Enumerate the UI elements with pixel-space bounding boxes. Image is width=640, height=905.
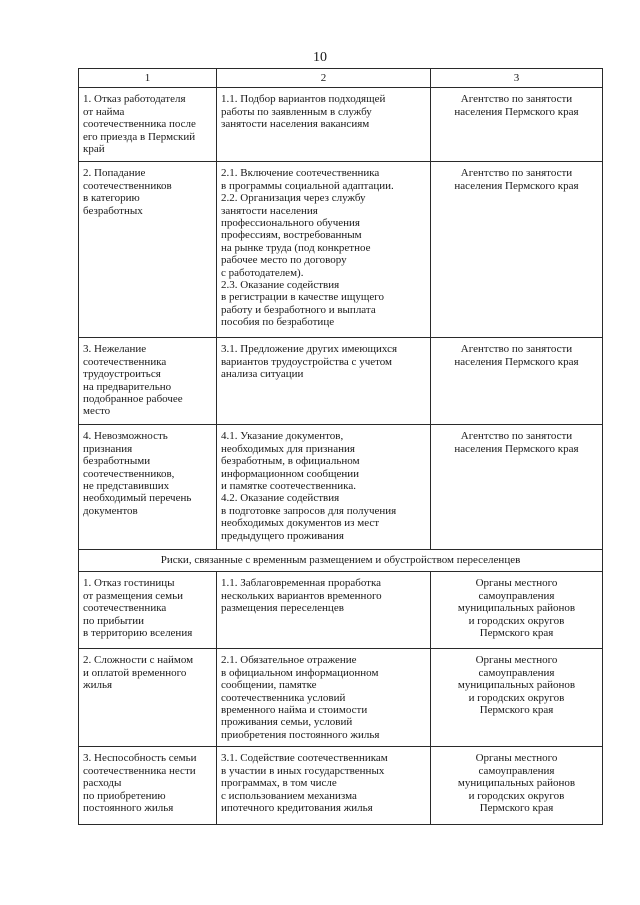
responsible-cell-line: и городских округов [468, 789, 565, 802]
measures-cell-line: безработным, в официальном [221, 455, 360, 468]
measures-cell-line: работу и безработного и выплата [221, 303, 376, 316]
risk-cell-line: безработных [83, 204, 143, 217]
risk-cell-line: соотечественников [83, 179, 172, 192]
responsible-cell-line: населения Пермского края [454, 179, 579, 192]
measures-cell-line: 4.2. Оказание содействия [221, 492, 340, 505]
responsible-cell-line: самоуправления [478, 589, 555, 602]
risk-cell-line: постоянного жилья [83, 802, 174, 815]
responsible-cell-line: Органы местного [475, 752, 558, 765]
measures-cell-line: программах, в том числе [221, 777, 337, 790]
measures-cell-line: профессиям, востребованным [221, 229, 362, 242]
measures-cell-line: размещения переселенцев [221, 602, 344, 615]
page-number: 10 [313, 50, 327, 65]
responsible-cell-line: Пермского края [479, 627, 554, 640]
table-row [79, 425, 603, 550]
measures-cell [217, 747, 431, 825]
table-row [79, 162, 603, 338]
risk-cell-line: в территорию вселения [83, 627, 193, 640]
responsible-cell [431, 425, 603, 550]
risk-cell-line: признания [83, 442, 133, 455]
measures-cell-line: сообщении, памятке [221, 679, 317, 692]
risk-cell-line: место [83, 405, 111, 418]
measures-cell [217, 162, 431, 338]
measures-cell-line: в регистрации в качестве ищущего [221, 291, 384, 304]
risk-cell-line: безработными [83, 455, 151, 468]
responsible-cell-line: муниципальных районов [457, 602, 576, 615]
risk-cell-line: и оплатой временного [83, 666, 187, 679]
measures-cell-line: профессионального обучения [221, 217, 360, 230]
risk-cell-line: по приобретению [83, 789, 166, 802]
table-row [79, 88, 603, 162]
responsible-cell-line: Органы местного [475, 577, 558, 590]
risk-cell-line: трудоустроиться [83, 368, 161, 381]
measures-cell [217, 425, 431, 550]
risk-cell-line: документов [83, 504, 138, 517]
measures-cell-line: 1.1. Заблаговременная проработка [221, 577, 382, 590]
measures-cell-line: нескольких вариантов временного [221, 589, 382, 602]
responsible-cell [431, 162, 603, 338]
responsible-cell-line: Агентство по занятости [460, 343, 573, 356]
measures-cell-line: с использованием механизма [221, 789, 357, 802]
measures-cell-line: временного найма и стоимости [221, 704, 368, 717]
section-header-row [79, 550, 603, 572]
risk-cell-line: 1. Отказ гостиницы [83, 577, 175, 590]
measures-cell-line: 3.1. Предложение других имеющихся [221, 343, 398, 356]
risk-cell-line: соотечественника [83, 355, 167, 368]
risk-cell-line: в категорию [83, 192, 140, 205]
measures-cell-line: информационном сообщении [221, 467, 360, 480]
measures-cell [217, 88, 431, 162]
measures-cell [217, 338, 431, 425]
responsible-cell-line: Органы местного [475, 654, 558, 667]
risk-cell-line: от найма [83, 105, 125, 118]
risk-cell [79, 572, 217, 649]
measures-cell-line: 2.2. Организация через службу [221, 192, 366, 205]
risk-table [78, 68, 603, 825]
measures-cell-line: предыдущего проживания [221, 529, 344, 542]
responsible-cell-line: и городских округов [468, 691, 565, 704]
measures-cell-line: работы по заявленным в службу [221, 105, 372, 118]
responsible-cell-line: самоуправления [478, 666, 555, 679]
table-body [79, 88, 603, 825]
table-header-row [79, 69, 603, 88]
responsible-cell-line: муниципальных районов [457, 679, 576, 692]
risk-cell [79, 649, 217, 747]
risk-cell-line: 2. Попадание [83, 167, 146, 180]
risk-cell-line: необходимый перечень [83, 492, 192, 505]
risk-cell-line: не представивших [83, 480, 170, 493]
responsible-cell-line: Агентство по занятости [460, 430, 573, 443]
risk-cell-line: на предварительно [83, 380, 172, 393]
measures-cell-line: необходимых документов из мест [221, 517, 380, 530]
measures-cell-line: рабочее место по договору [221, 254, 347, 267]
measures-cell-line: проживания семьи, условий [221, 716, 353, 729]
measures-cell-line: и памятке соотечественника. [221, 480, 356, 493]
responsible-cell-line: населения Пермского края [454, 355, 579, 368]
measures-cell [217, 649, 431, 747]
measures-cell-line: занятости населения [221, 204, 318, 217]
risk-cell-line: расходы [83, 777, 122, 790]
risk-cell-line: соотечественников, [83, 467, 175, 480]
risk-cell-line: соотечественника [83, 602, 167, 615]
risk-cell-line: 3. Неспособность семьи [83, 752, 197, 765]
column-header-2: 2 [217, 69, 431, 88]
responsible-cell [431, 649, 603, 747]
measures-cell-line: необходимых для признания [221, 442, 355, 455]
risk-cell-line: 3. Нежелание [83, 343, 147, 356]
table-row [79, 649, 603, 747]
measures-cell-line: на рынке труда (под конкретное [221, 241, 371, 254]
measures-cell-line: в подготовке запросов для получения [221, 504, 397, 517]
risk-cell-line: край [83, 143, 105, 156]
measures-cell [217, 572, 431, 649]
measures-cell-line: анализа ситуации [221, 368, 304, 381]
responsible-cell [431, 338, 603, 425]
section-title: Риски, связанные с временным размещением и обустройством переселенцев [79, 550, 603, 572]
table-row [79, 572, 603, 649]
risk-cell-line: 4. Невозможность [83, 430, 168, 443]
measures-cell-line: 2.3. Оказание содействия [221, 279, 340, 292]
measures-cell-line: приобретения постоянного жилья [221, 728, 380, 741]
table-row [79, 338, 603, 425]
measures-cell-line: с работодателем). [221, 266, 304, 279]
risk-cell-line: 1. Отказ работодателя [83, 93, 186, 106]
risk-cell [79, 338, 217, 425]
responsible-cell-line: населения Пермского края [454, 442, 579, 455]
measures-cell-line: вариантов трудоустройства с учетом [221, 355, 393, 368]
measures-cell-line: занятости населения вакансиям [221, 118, 370, 131]
risk-cell-line: от размещения семьи [83, 589, 184, 602]
risk-cell-line: его приезда в Пермский [83, 130, 196, 143]
responsible-cell-line: Агентство по занятости [460, 93, 573, 106]
risk-cell-line: по прибытии [83, 614, 144, 627]
measures-cell-line: в программы социальной адаптации. [221, 179, 394, 192]
risk-cell [79, 162, 217, 338]
measures-cell-line: ипотечного кредитования жилья [221, 802, 373, 815]
measures-cell-line: 1.1. Подбор вариантов подходящей [221, 93, 386, 106]
responsible-cell-line: населения Пермского края [454, 105, 579, 118]
risk-cell [79, 425, 217, 550]
column-header-1: 1 [79, 69, 217, 88]
responsible-cell-line: Пермского края [479, 704, 554, 717]
measures-cell-line: 2.1. Включение соотечественника [221, 167, 380, 180]
responsible-cell-line: Агентство по занятости [460, 167, 573, 180]
risk-cell-line: соотечественника нести [83, 764, 196, 777]
responsible-cell [431, 88, 603, 162]
measures-cell-line: пособия по безработице [221, 316, 335, 329]
responsible-cell-line: и городских округов [468, 614, 565, 627]
measures-cell-line: 3.1. Содействие соотечественникам [221, 752, 388, 765]
responsible-cell [431, 572, 603, 649]
table-row [79, 747, 603, 825]
risk-cell-line: жилья [83, 679, 113, 692]
column-header-3: 3 [431, 69, 603, 88]
risk-cell [79, 88, 217, 162]
responsible-cell-line: самоуправления [478, 764, 555, 777]
responsible-cell-line: муниципальных районов [457, 777, 576, 790]
responsible-cell-line: Пермского края [479, 802, 554, 815]
responsible-cell [431, 747, 603, 825]
risk-cell-line: подобранное рабочее [83, 393, 183, 406]
measures-cell-line: 2.1. Обязательное отражение [221, 654, 357, 667]
measures-cell-line: 4.1. Указание документов, [221, 430, 344, 443]
measures-cell-line: в участии в иных государственных [221, 764, 385, 777]
risk-cell-line: соотечественника после [83, 118, 196, 131]
risk-cell-line: 2. Сложности с наймом [83, 654, 194, 667]
measures-cell-line: соотечественника условий [221, 691, 346, 704]
risk-cell [79, 747, 217, 825]
measures-cell-line: в официальном информационном [221, 666, 379, 679]
